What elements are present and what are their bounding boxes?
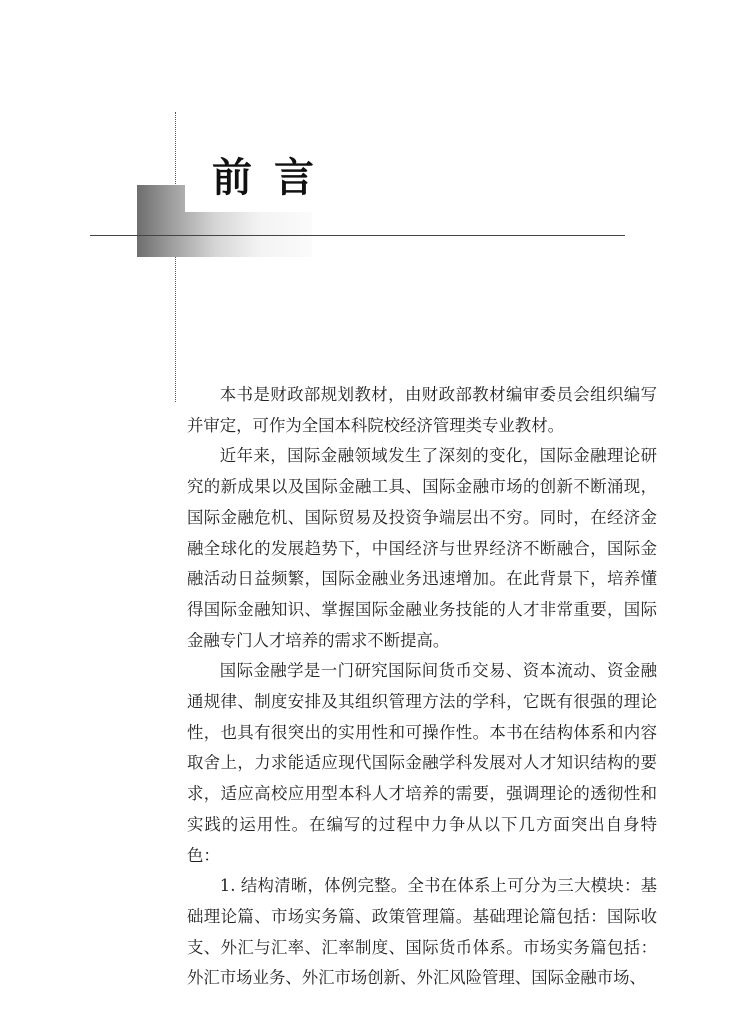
paragraph-4: 1. 结构清晰，体例完整。全书在体系上可分为三大模块：基础理论篇、市场实务篇、政策管理篇。基础理论篇包括：国际收支、外汇与汇率、汇率制度、国际货币体系。市场实务篇包括：外汇市场业务、外汇市场创新、外汇风险管理、国际金融市场、 <box>187 876 657 988</box>
horizontal-rule <box>90 235 625 236</box>
paragraph-3: 国际金融学是一门研究国际间货币交易、资本流动、资金融通规律、制度安排及其组织管理方法的学科，它既有很强的理论性，也具有很突出的实用性和可操作性。本书在结构体系和内容取舍上，力求能适应现代国际金融学科发展对人才知识结构的要求，适应高校应用型本科人才培养的需要，强调理论的透彻性和实践的运用性。在编写的过程中力争从以下几方面突出自身特色： <box>187 661 657 865</box>
body-text <box>187 380 657 994</box>
paragraph-1: 本书是财政部规划教材，由财政部教材编审委员会组织编写并审定，可作为全国本科院校经济管理类专业教材。 <box>187 385 657 435</box>
paragraph-2: 近年来，国际金融领域发生了深刻的变化，国际金融理论研究的新成果以及国际金融工具、国际金融市场的创新不断涌现，国际金融危机、国际贸易及投资争端层出不穷。同时，在经济金融全球化的发展趋势下，中国经济与世界经济不断融合，国际金融活动日益频繁，国际金融业务迅速增加。在此背景下，培养懂得国际金融知识、掌握国际金融业务技能的人才非常重要，国际金融专门人才培养的需求不断提高。 <box>187 446 657 650</box>
vertical-dotted-rule <box>175 112 176 402</box>
page-title: 前言 <box>212 154 336 201</box>
